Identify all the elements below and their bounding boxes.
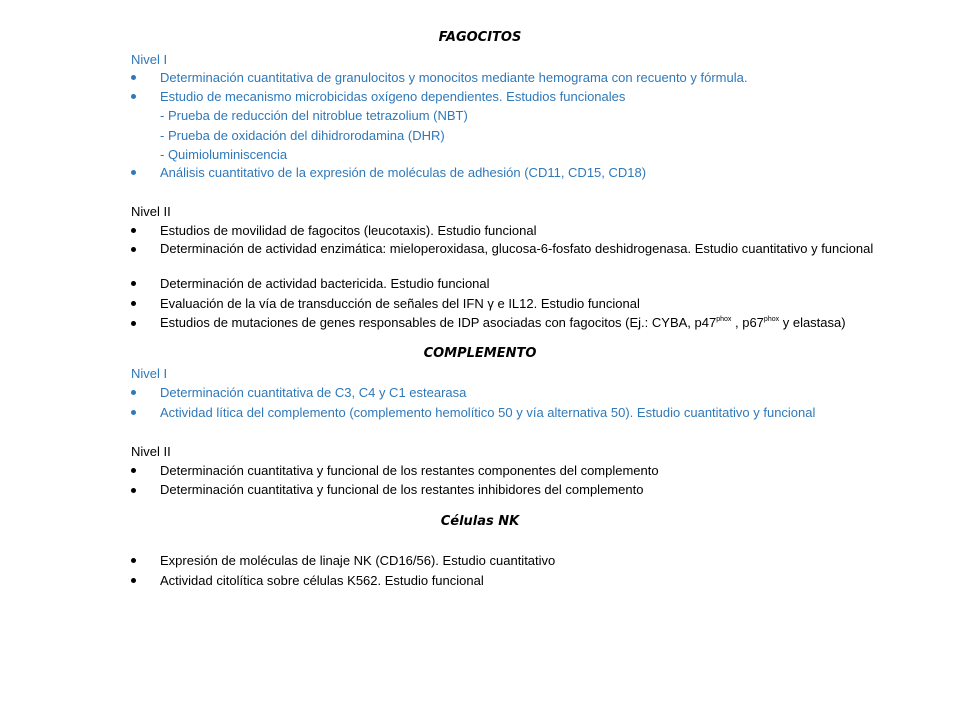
- section-title-celulas-nk: Células NK: [440, 514, 520, 529]
- bullet-icon: [131, 75, 136, 80]
- bullet-icon: [131, 410, 136, 415]
- section-title-complemento: COMPLEMENTO: [423, 346, 537, 361]
- level-label-nivel-2: Nivel II: [131, 444, 171, 459]
- bullet-icon: [131, 558, 136, 563]
- list-item: Actividad lítica del complemento (complemento hemolítico 50 y vía alternativa 50). Estudio cuantitativo y funcional: [160, 405, 816, 420]
- sub-list-item: - Prueba de reducción del nitroblue tetrazolium (NBT): [160, 108, 468, 123]
- list-item: Determinación cuantitativa y funcional de los restantes componentes del complemento: [160, 463, 659, 478]
- bullet-icon: [131, 578, 136, 583]
- bullet-icon: [131, 301, 136, 306]
- bullet-icon: [131, 281, 136, 286]
- list-item: Expresión de moléculas de linaje NK (CD16/56). Estudio cuantitativo: [160, 553, 556, 568]
- bullet-icon: [131, 228, 136, 233]
- list-item: Actividad citolítica sobre células K562. Estudio funcional: [160, 573, 484, 588]
- bullet-icon: [131, 170, 136, 175]
- list-item: Determinación de actividad enzimática: mieloperoxidasa, glucosa-6-fosfato deshidrogenasa. Estudio cuantitativo y funcional: [160, 241, 874, 256]
- bullet-icon: [131, 94, 136, 99]
- superscript-phox-1: phox: [716, 316, 732, 323]
- list-item: Determinación cuantitativa y funcional de los restantes inhibidores del complemento: [160, 482, 644, 497]
- list-item: Análisis cuantitativo de la expresión de moléculas de adhesión (CD11, CD15, CD18): [160, 165, 647, 180]
- mutation-text-part-3: y elastasa): [779, 315, 846, 330]
- list-item: Estudios de movilidad de fagocitos (leucotaxis). Estudio funcional: [160, 223, 537, 238]
- mutation-text-part-1: Estudios de mutaciones de genes responsables de IDP asociadas con fagocitos (Ej.: CYBA, p47: [160, 315, 717, 330]
- superscript-phox-2: phox: [763, 316, 780, 323]
- bullet-icon: [131, 247, 136, 252]
- section-title-fagocitos: FAGOCITOS: [438, 30, 522, 45]
- bullet-icon: [131, 468, 136, 473]
- sub-list-item: - Prueba de oxidación del dihidrorodamina (DHR): [160, 128, 445, 143]
- mutation-text-part-2: , p67: [731, 315, 764, 330]
- list-item: Determinación de actividad bactericida. Estudio funcional: [160, 276, 490, 291]
- sub-list-item: - Quimioluminiscencia: [160, 147, 288, 162]
- list-item-mutations: [160, 315, 846, 330]
- list-item: Estudio de mecanismo microbicidas oxígeno dependientes. Estudios funcionales: [160, 89, 626, 104]
- list-item: Determinación cuantitativa de granulocitos y monocitos mediante hemograma con recuento y fórmula.: [160, 70, 748, 85]
- list-item: Evaluación de la vía de transducción de señales del IFN γ e IL12. Estudio funcional: [160, 296, 640, 311]
- bullet-icon: [131, 390, 136, 395]
- list-item: Determinación cuantitativa de C3, C4 y C1 estearasa: [160, 385, 467, 400]
- level-label-nivel-2: Nivel II: [131, 204, 171, 219]
- bullet-icon: [131, 488, 136, 493]
- level-label-nivel-1: Nivel I: [131, 366, 168, 381]
- bullet-icon: [131, 321, 136, 326]
- level-label-nivel-1: Nivel I: [131, 52, 168, 67]
